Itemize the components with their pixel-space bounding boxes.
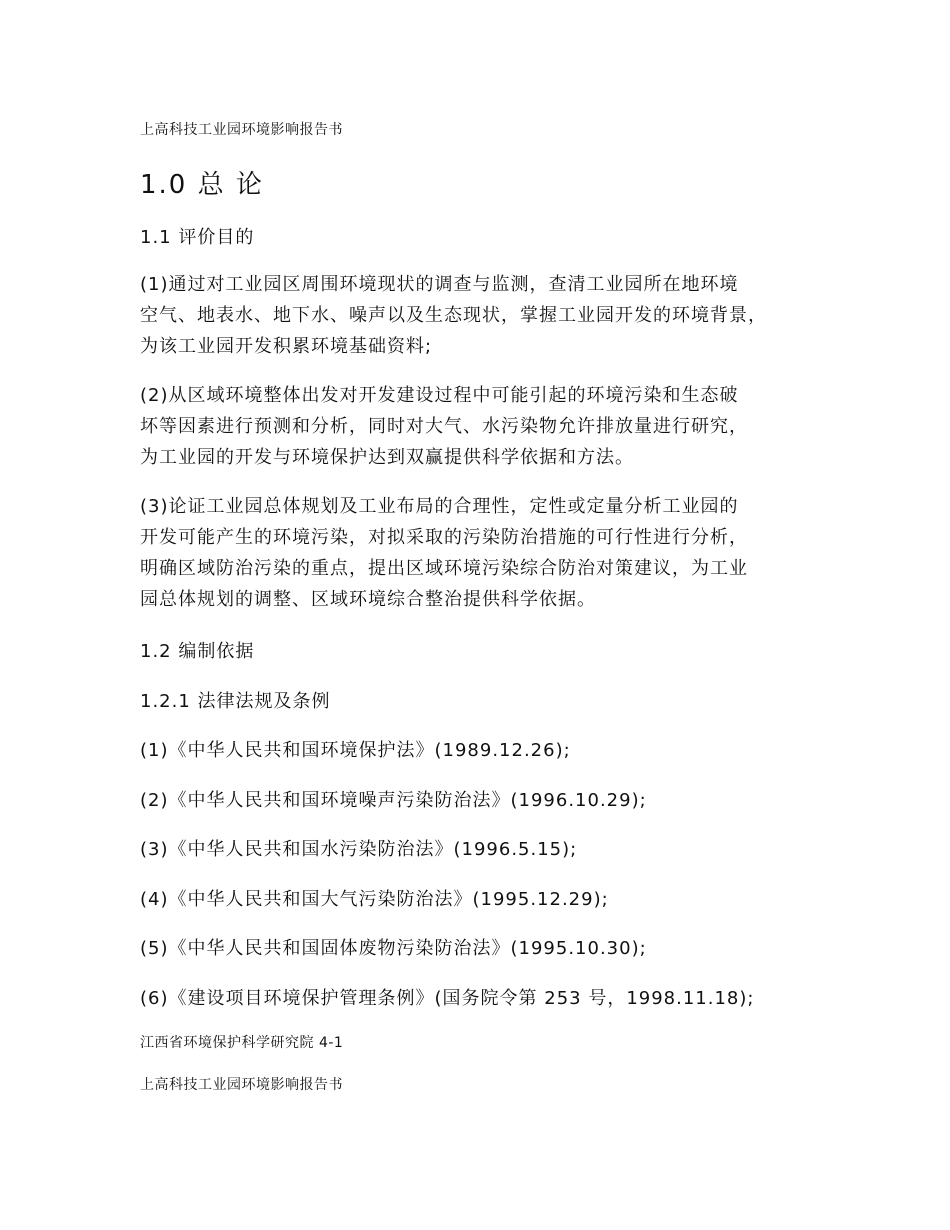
law-item: (3)《中华人民共和国水污染防治法》(1996.5.15); xyxy=(140,839,578,860)
paragraph-line: (3)论证工业园总体规划及工业布局的合理性，定性或定量分析工业园的 xyxy=(140,496,739,517)
section-heading-basis: 1.2 编制依据 xyxy=(140,641,255,662)
paragraph-line: (2)从区域环境整体出发对开发建设过程中可能引起的环境污染和生态破 xyxy=(140,385,739,406)
paragraph-line: 开发可能产生的环境污染，对拟采取的污染防治措施的可行性进行分析， xyxy=(140,527,748,548)
paragraph-line: 坏等因素进行预测和分析，同时对大气、水污染物允许排放量进行研究， xyxy=(140,416,748,437)
law-item: (6)《建设项目环境保护管理条例》(国务院令第 253 号，1998.11.18); xyxy=(140,988,755,1009)
law-item: (2)《中华人民共和国环境噪声污染防治法》(1996.10.29); xyxy=(140,790,647,811)
paragraph-line: (1)通过对工业园区周围环境现状的调查与监测，查清工业园所在地环境 xyxy=(140,274,739,295)
paragraph-line: 明确区域防治污染的重点，提出区域环境污染综合防治对策建议，为工业 xyxy=(140,558,748,579)
section-heading-purpose: 1.1 评价目的 xyxy=(140,227,255,248)
law-item: (5)《中华人民共和国固体废物污染防治法》(1995.10.30); xyxy=(140,938,647,959)
page-header: 上高科技工业园环境影响报告书 xyxy=(140,122,343,138)
law-item: (1)《中华人民共和国环境保护法》(1989.12.26); xyxy=(140,740,571,761)
paragraph-2 xyxy=(140,380,830,473)
next-page-header: 上高科技工业园环境影响报告书 xyxy=(140,1077,343,1093)
paragraph-1 xyxy=(140,269,830,362)
paragraph-line: 空气、地表水、地下水、噪声以及生态现状，掌握工业园开发的环境背景， xyxy=(140,305,767,326)
subsection-heading-laws: 1.2.1 法律法规及条例 xyxy=(140,691,331,712)
law-item: (4)《中华人民共和国大气污染防治法》(1995.12.29); xyxy=(140,889,609,910)
paragraph-line: 园总体规划的调整、区域环境综合整治提供科学依据。 xyxy=(140,589,596,610)
paragraph-3 xyxy=(140,491,830,615)
chapter-heading: 1.0 总 论 xyxy=(140,170,264,200)
paragraph-line: 为该工业园开发积累环境基础资料; xyxy=(140,336,433,357)
page-footer: 江西省环境保护科学研究院 4-1 xyxy=(140,1035,344,1051)
paragraph-line: 为工业园的开发与环境保护达到双赢提供科学依据和方法。 xyxy=(140,447,634,468)
